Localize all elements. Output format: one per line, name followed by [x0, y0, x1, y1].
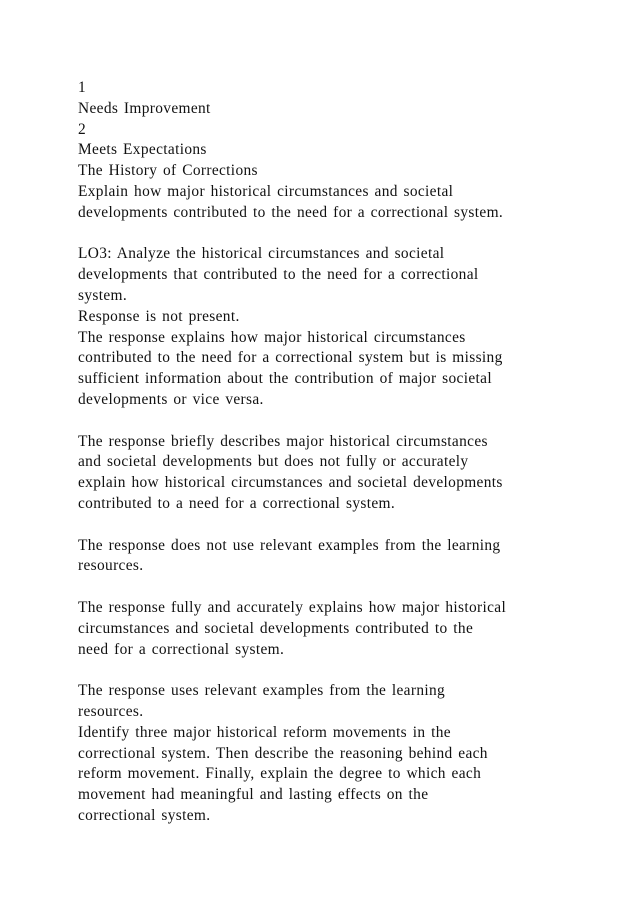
paragraph-gap — [78, 224, 618, 245]
text-line: correctional system. Then describe the reasoning behind each — [78, 744, 488, 762]
text-line: developments contributed to the need for a correctional system. — [78, 203, 504, 221]
text-line: correctional system. — [78, 806, 211, 824]
text-line: sufficient information about the contribution of major societal — [78, 370, 492, 388]
text-line: The response uses relevant examples from the learning — [78, 682, 446, 700]
text-line: system. — [78, 286, 128, 304]
text-line-lo3: LO3: Analyze the historical circumstances and societal — [78, 245, 445, 263]
text-line-meets-expectations: Meets Expectations — [78, 141, 207, 159]
text-line: Identify three major historical reform movements in the — [78, 723, 451, 741]
text-line: contributed to the need for a correctional system but is missing — [78, 349, 503, 367]
paragraph-gap — [78, 660, 618, 681]
text-line: contributed to a need for a correctional system. — [78, 494, 396, 512]
text-line: resources. — [78, 702, 144, 720]
text-line: resources. — [78, 557, 144, 575]
text-line: developments that contributed to the need for a correctional — [78, 266, 479, 284]
text-line: The response does not use relevant examples from the learning — [78, 536, 501, 554]
text-line: reform movement. Finally, explain the degree to which each — [78, 765, 482, 783]
text-line: The response briefly describes major historical circumstances — [78, 432, 488, 450]
text-line: movement had meaningful and lasting effects on the — [78, 786, 429, 804]
text-line: Response is not present. — [78, 307, 240, 325]
text-line: The response fully and accurately explains how major historical — [78, 598, 507, 616]
text-line: The response explains how major historical circumstances — [78, 328, 466, 346]
section-heading: The History of Corrections — [78, 162, 258, 180]
text-line: need for a correctional system. — [78, 640, 285, 658]
text-line: circumstances and societal developments contributed to the — [78, 619, 474, 637]
text-line-needs-improvement: Needs Improvement — [78, 99, 211, 117]
paragraph-gap — [78, 411, 618, 432]
text-line-score-1: 1 — [78, 79, 87, 96]
document-page — [78, 78, 618, 827]
paragraph-gap — [78, 577, 618, 598]
text-line: and societal developments but does not fully or accurately — [78, 453, 469, 471]
text-line: developments or vice versa. — [78, 390, 264, 408]
paragraph-gap — [78, 515, 618, 536]
text-line-score-2: 2 — [78, 120, 87, 138]
text-line: Explain how major historical circumstances and societal — [78, 182, 454, 200]
text-line: explain how historical circumstances and societal developments — [78, 474, 503, 492]
